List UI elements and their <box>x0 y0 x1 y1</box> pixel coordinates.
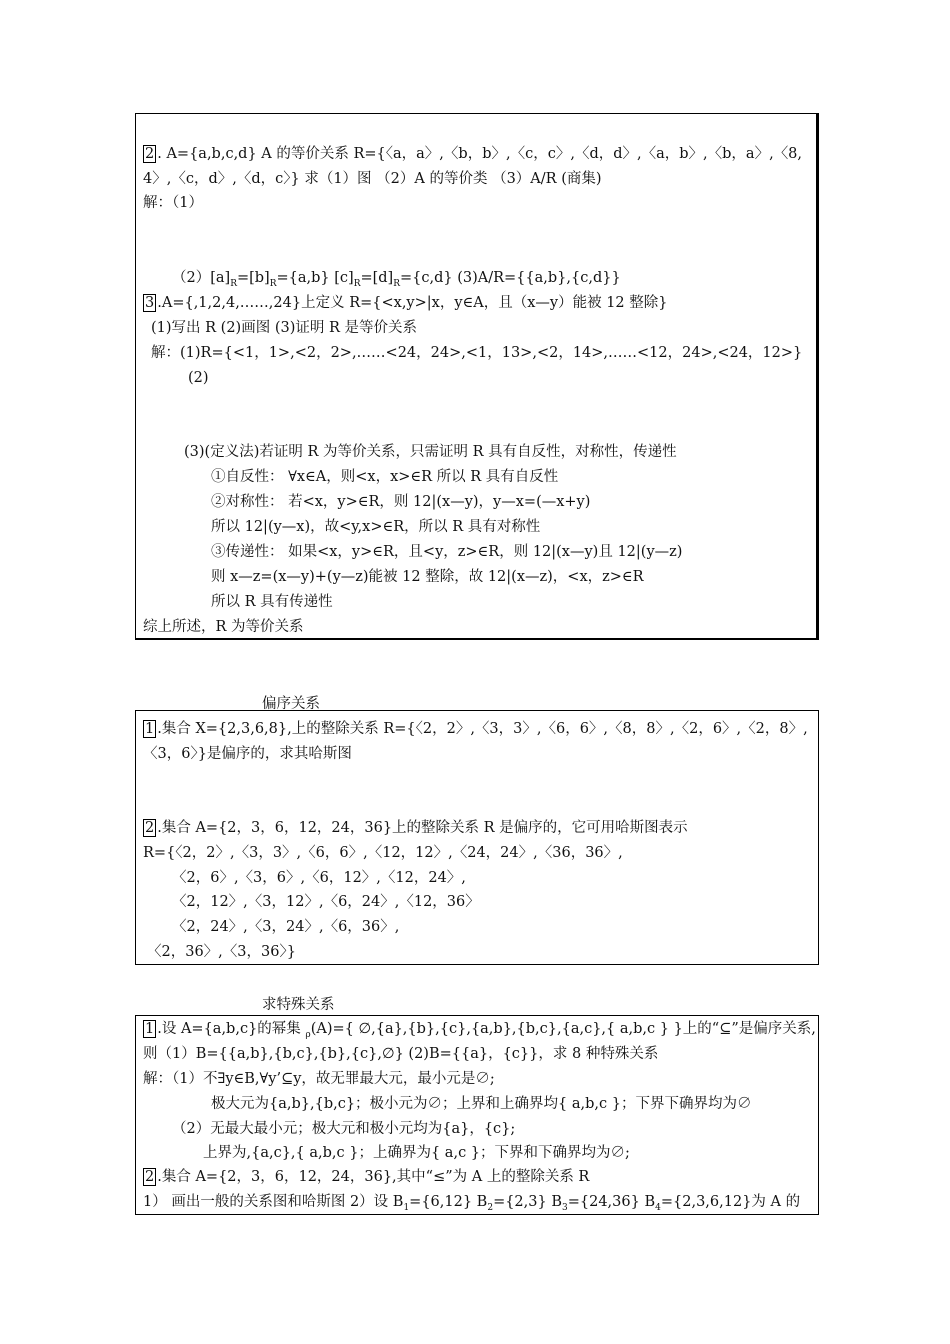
transitive-derivation: 则 x—z=(x—y)+(y—z)能被 12 整除，故 12|(x—z)，<x，z>∈R <box>211 569 644 585</box>
po-relation-line-5: 〈2，36〉,〈3，36〉} <box>147 944 296 960</box>
transitive-conclusion: 所以 R 具有传递性 <box>211 594 333 610</box>
problem-3-answer-1: 解：(1)R={<1，1>,<2，2>,……<24，24>,<1，13>,<2，14>,……<12，24>,<24，12>} <box>151 345 803 361</box>
problem-2-line-1 <box>143 144 802 164</box>
problem-text: . A={a,b,c,d} A 的等价关系 R={〈a，a〉,〈b，b〉,〈c，c〉,〈d，d〉,〈a，b〉,〈b，a〉,〈8, <box>157 146 803 162</box>
problem-number: 1 <box>145 721 155 737</box>
po-problem-1-line-1: 1 .集合 X={2,3,6,8},上的整除关系 R={〈2，2〉,〈3，3〉,〈6，6〉,〈8，8〉,〈2，6〉,〈2，8〉, <box>145 721 808 737</box>
po-relation-line-3: 〈2，12〉,〈3，12〉,〈6，24〉,〈12，36〉 <box>172 894 480 910</box>
problem-3-answer-2: (2) <box>188 370 209 386</box>
sp-solution-2: （2）无最大最小元；极大元和极小元均为{a}，{c}; <box>172 1121 516 1137</box>
sp-problem-2-subquestions: 1） 画出一般的关系图和哈斯图 2）设 $B_1=\{6,12\}$ $B_2=\{2,3\}$ $B_3=\{24,36\}$ $B_4=\{2,3,6,12\}$为 A 的 <box>143 1194 801 1213</box>
problem-3-subquestions: (1)写出 R (2)画图 (3)证明 R 是等价关系 <box>151 320 417 336</box>
reflexive-line: ①自反性： ∀x∈A，则<x，x>∈R 所以 R 具有自反性 <box>211 469 559 485</box>
problem-2-solution-label: 解：（1） <box>143 195 203 211</box>
symmetric-line: ②对称性： 若<x，y>∈R，则 12|(x—y)，y—x=(—x+y) <box>211 494 591 510</box>
problem-number: 2 <box>145 820 155 836</box>
problem-3-statement: 3 .A={,1,2,4,……,24}上定义 R={<x,y>|x，y∈A，且（x—y）能被 12 整除} <box>145 295 668 311</box>
section-title-special-relations: 求特殊关系 <box>262 997 335 1013</box>
problem-2-line-2: 4〉,〈c，d〉,〈d，c〉} 求（1）图 （2）A 的等价类 （3）A/R (商集) <box>143 171 602 187</box>
sp-solution-1-extremes: 极大元为{a,b},{b,c}；极小元为∅；上界和上确界均{ a,b,c }；下界下确界均为∅ <box>211 1096 752 1112</box>
po-relation-line-2: 〈2，6〉,〈3，6〉,〈6，12〉,〈12，24〉, <box>172 870 466 886</box>
problem-number: 3 <box>145 295 155 311</box>
summary-line: 综上所述，R 为等价关系 <box>143 619 304 635</box>
transitive-line: ③传递性： 如果<x，y>∈R，且<y，z>∈R，则 12|(x—y)且 12|(y—z) <box>211 544 683 560</box>
problem-3-answer-3: (3)(定义法)若证明 R 为等价关系，只需证明 R 具有自反性，对称性，传递性 <box>184 444 677 460</box>
sp-problem-1-line-1: 1 .设 A={a,b,c}的幂集 $_\rho$(A)={ ∅,{a},{b},{c},{a,b},{b,c},{a,c},{ a,b,c } }上的“⊆”是偏序关系, <box>145 1021 816 1040</box>
section-title-partial-order: 偏序关系 <box>262 696 320 712</box>
symmetric-conclusion: 所以 12|(y—x)，故<y,x>∈R，所以 R 具有对称性 <box>211 519 541 535</box>
equivalence-classes-line: $(2)[a]_R=[b]_R=\{a,b\}$ $[c]_R=[d]_R=\{c,d\}$ (3)A/R={{a,b},{c,d}} <box>172 270 621 289</box>
sp-problem-1-line-2: 则（1）B={{a,b},{b,c},{b},{c},∅} (2)B={{a}，{c}}，求 8 种特殊关系 <box>143 1046 659 1062</box>
po-relation-line-1: R={〈2，2〉,〈3，3〉,〈6，6〉,〈12，12〉,〈24，24〉,〈36，36〉, <box>143 845 623 861</box>
po-problem-2-statement: 2 .集合 A={2，3，6，12，24，36}上的整除关系 R 是偏序的，它可用哈斯图表示 <box>145 820 688 836</box>
sp-solution-2-bounds: 上界为,{a,c},{ a,b,c }；上确界为{ a,c }；下界和下确界均为∅; <box>203 1145 630 1161</box>
po-relation-line-4: 〈2，24〉,〈3，24〉,〈6，36〉, <box>172 919 400 935</box>
sp-problem-2-statement: 2 .集合 A={2，3，6，12，24，36},其中“≤”为 A 上的整除关系 R <box>145 1169 590 1185</box>
problem-number: 2 <box>145 1169 155 1185</box>
po-problem-1-line-2: 〈3，6〉}是偏序的，求其哈斯图 <box>143 746 352 762</box>
sp-solution-1: 解：（1）不∃y∈B,∀y’⊆y，故无罪最大元，最小元是∅; <box>143 1071 495 1087</box>
problem-number: 2 <box>145 146 155 162</box>
problem-number: 1 <box>145 1021 155 1037</box>
